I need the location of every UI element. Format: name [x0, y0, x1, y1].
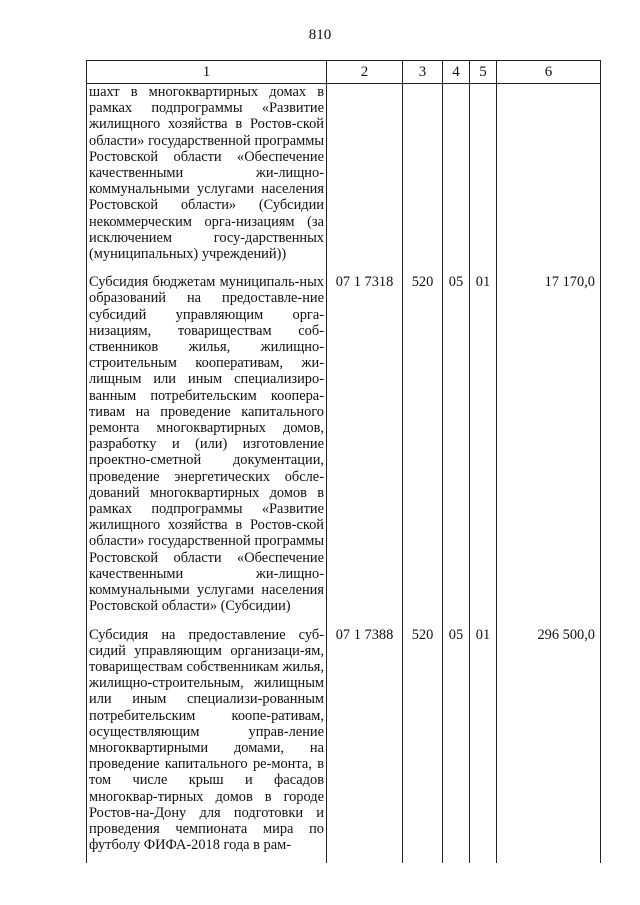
row-expense-type: 520	[403, 272, 443, 624]
row-subsection	[470, 84, 497, 273]
budget-table	[86, 60, 600, 863]
table-row	[87, 272, 601, 624]
column-header-1: 1	[87, 61, 327, 84]
column-header-6: 6	[497, 61, 601, 84]
row-target-code	[327, 84, 403, 273]
row-description: Субсидия бюджетам муниципаль-ных образований на предоставле-ние субсидий управляющим орга-низациям, товариществам соб-ственников жилья, жилищно-строительным кооперативам, жи-лищным или иным специализиро-ванным потребительским коопера-тивам на проведение капитального ремонта многоквартирных домов, разработку и (или) изготовление проектно-сметной документации, проведение энергетических обсле-дований многоквартирных домов в рамках подпрограммы «Развитие жилищного хозяйства в Ростов-ской области» государственной программы Ростовской области «Обеспечение качественными жи-лищно-коммунальными услугами населения Ростовской области» (Субсидии)	[87, 272, 327, 624]
page-number: 810	[308, 27, 332, 43]
row-section	[443, 84, 470, 273]
row-amount: 296 500,0	[497, 625, 601, 864]
column-header-4: 4	[443, 61, 470, 84]
row-target-code: 07 1 7388	[327, 625, 403, 864]
row-expense-type: 520	[403, 625, 443, 864]
row-subsection: 01	[470, 625, 497, 864]
row-section: 05	[443, 272, 470, 624]
row-expense-type	[403, 84, 443, 273]
row-subsection: 01	[470, 272, 497, 624]
table-row	[87, 84, 601, 273]
row-amount: 17 170,0	[497, 272, 601, 624]
row-amount	[497, 84, 601, 273]
column-header-2: 2	[327, 61, 403, 84]
row-target-code: 07 1 7318	[327, 272, 403, 624]
column-header-3: 3	[403, 61, 443, 84]
table-header-row	[87, 61, 601, 84]
table-row	[87, 625, 601, 864]
row-description: шахт в многоквартирных домах в рамках подпрограммы «Развитие жилищного хозяйства в Ростов-ской области» государственной программы Ростовской области «Обеспечение качественными жи-лищно-коммунальными услугами населения Ростовской области» (Субсидии некоммерческим орга-низациям (за исключением госу-дарственных (муниципальных) учреждений))	[87, 84, 327, 273]
row-description: Субсидия на предоставление суб-сидий управляющим организаци-ям, товариществам собственникам жилья, жилищно-строительным, жилищным или иным специализи-рованным потребительским коопе-ративам, осуществляющим управ-ление многоквартирными домами, на проведение капитального ре-монта, в том числе крыш и фасадов многоквар-тирных домов в городе Ростов-на-Дону для подготовки и проведения чемпионата мира по футболу ФИФА-2018 года в рам-	[87, 625, 327, 864]
column-header-5: 5	[470, 61, 497, 84]
row-section: 05	[443, 625, 470, 864]
